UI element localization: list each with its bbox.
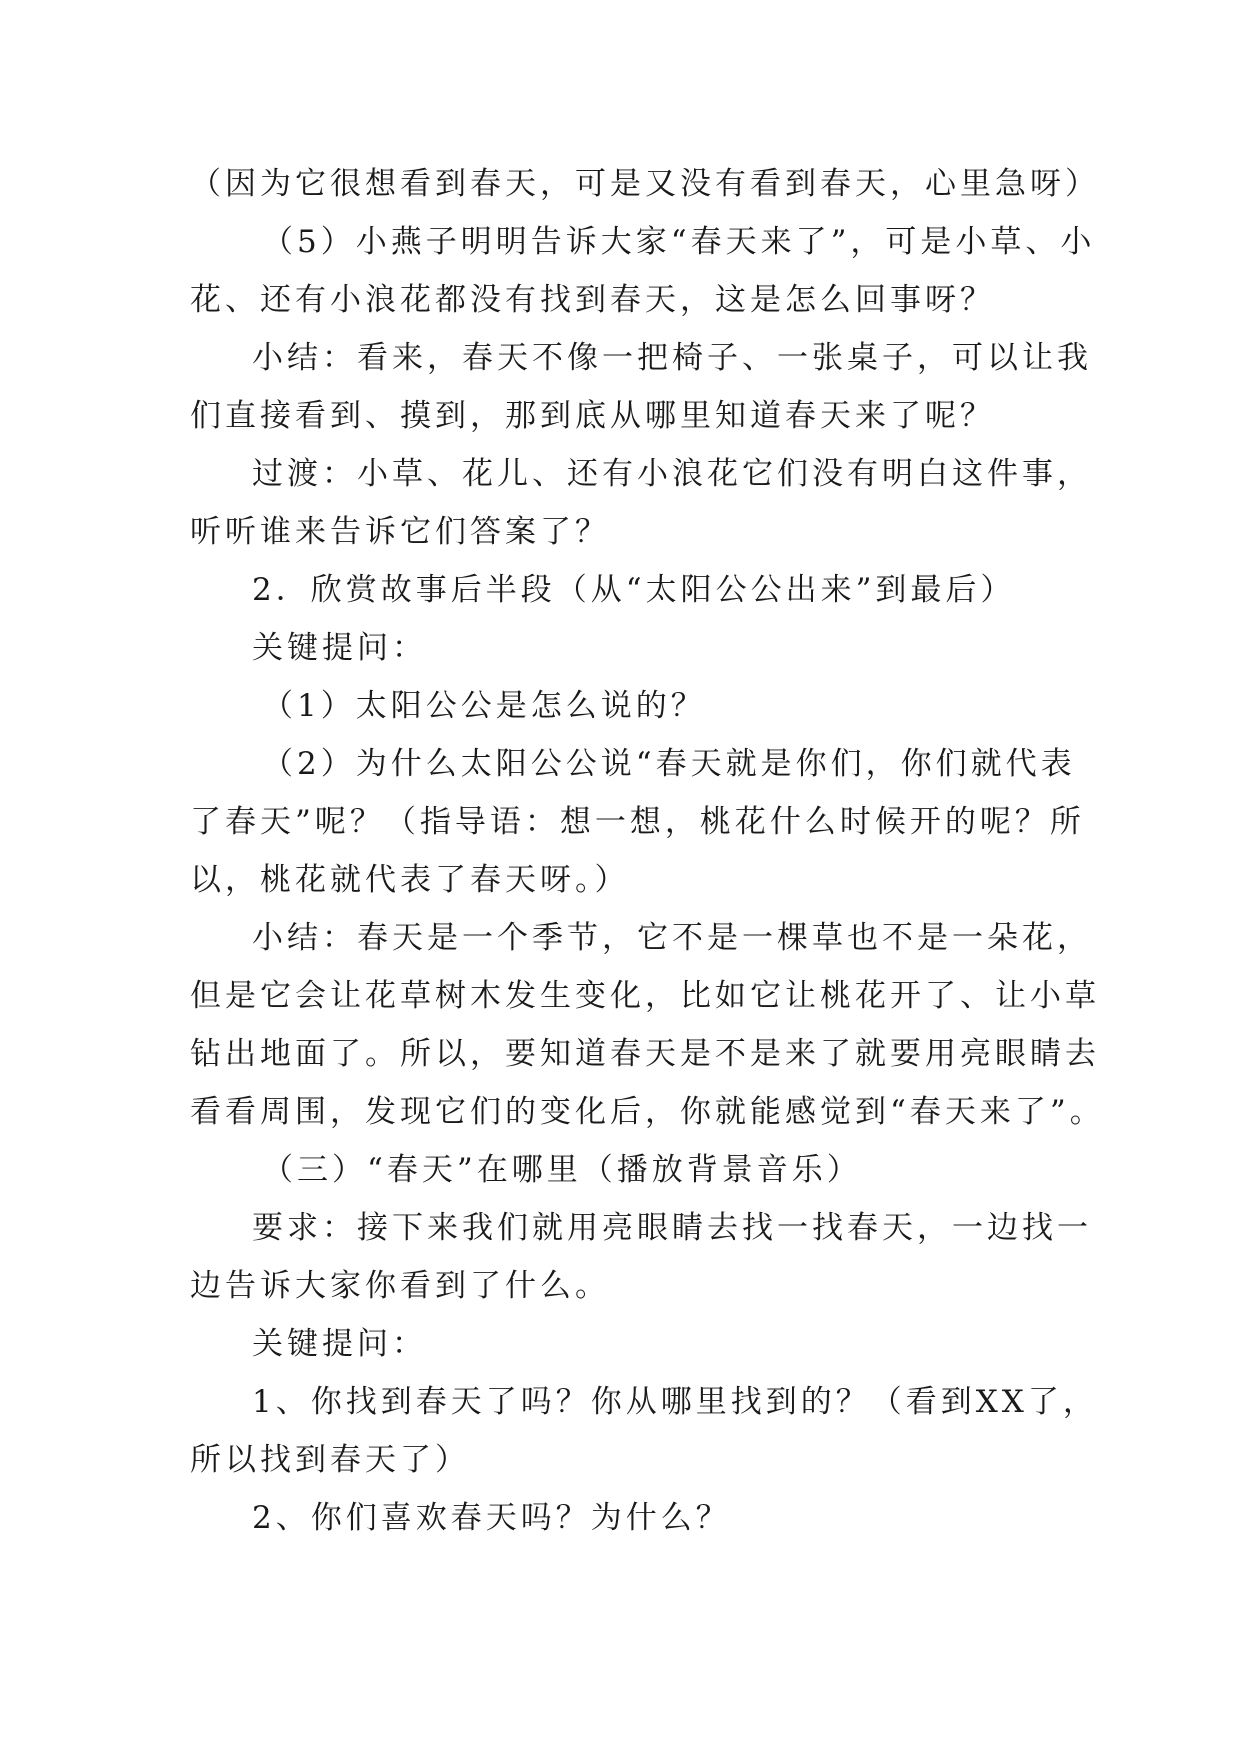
text-line: 钻出地面了。所以，要知道春天是不是来了就要用亮眼睛去 xyxy=(190,1036,1100,1072)
text-line: 要求：接下来我们就用亮眼睛去找一找春天，一边找一 xyxy=(252,1210,1092,1246)
text-line: 所以找到春天了） xyxy=(190,1442,470,1478)
text-line: 了春天”呢？（指导语：想一想，桃花什么时候开的呢？所 xyxy=(190,804,1085,840)
text-line: 花、还有小浪花都没有找到春天，这是怎么回事呀？ xyxy=(190,282,995,318)
text-line: 小结：看来，春天不像一把椅子、一张桌子，可以让我 xyxy=(252,340,1092,376)
text-line: 关键提问： xyxy=(252,630,427,666)
text-line: 1、你找到春天了吗？你从哪里找到的？（看到XX了， xyxy=(252,1384,1098,1420)
text-line: 边告诉大家你看到了什么。 xyxy=(190,1268,610,1304)
text-line: 小结：春天是一个季节，它不是一棵草也不是一朵花， xyxy=(252,920,1092,956)
section-heading: 2．欣赏故事后半段（从“太阳公公出来”到最后） xyxy=(252,572,1016,608)
text-line: 2、你们喜欢春天吗？为什么？ xyxy=(252,1500,731,1536)
text-line: 过渡：小草、花儿、还有小浪花它们没有明白这件事， xyxy=(252,456,1092,492)
text-line: （5）小燕子明明告诉大家“春天来了”，可是小草、小 xyxy=(262,224,1096,260)
text-line: 看看周围，发现它们的变化后，你就能感觉到“春天来了”。 xyxy=(190,1094,1105,1130)
text-line: 们直接看到、摸到，那到底从哪里知道春天来了呢？ xyxy=(190,398,995,434)
text-line: 听听谁来告诉它们答案了？ xyxy=(190,514,610,550)
text-line: （因为它很想看到春天，可是又没有看到春天，心里急呀） xyxy=(190,166,1100,202)
section-heading: （三）“春天”在哪里（播放背景音乐） xyxy=(262,1152,862,1188)
text-line: （2）为什么太阳公公说“春天就是你们，你们就代表 xyxy=(262,746,1076,782)
text-line: 但是它会让花草树木发生变化，比如它让桃花开了、让小草 xyxy=(190,978,1100,1014)
text-line: 以，桃花就代表了春天呀。） xyxy=(190,862,630,898)
text-line: 关键提问： xyxy=(252,1326,427,1362)
document-page xyxy=(190,155,1105,1547)
text-line: （1）太阳公公是怎么说的？ xyxy=(262,688,706,724)
